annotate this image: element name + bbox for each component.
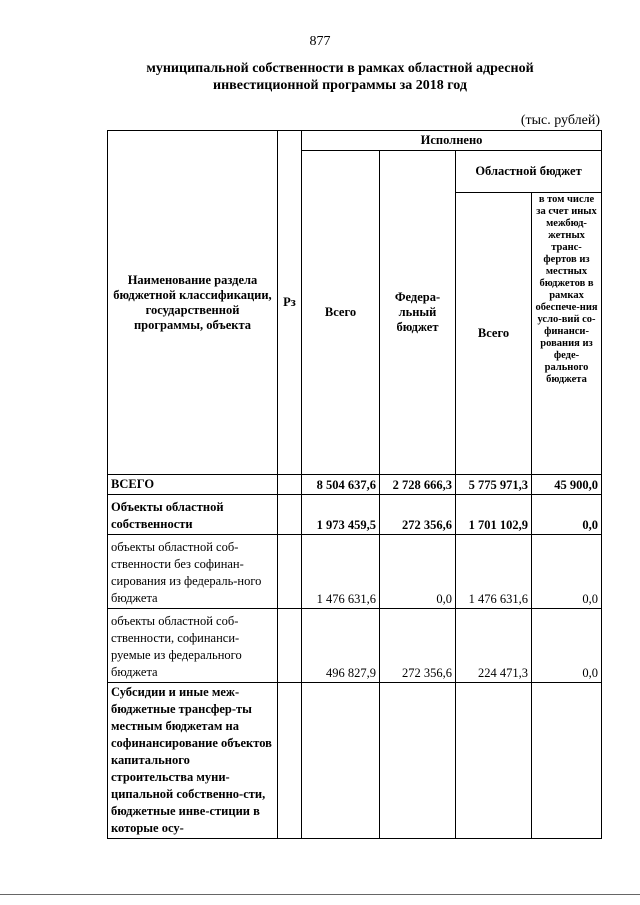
table-row (108, 535, 602, 609)
header-federal: Федера-льный бюджет (380, 151, 456, 475)
row-total: 8 504 637,6 (302, 475, 380, 495)
row-federal: 0,0 (380, 535, 456, 609)
header-total: Всего (302, 151, 380, 475)
row-regional (456, 683, 532, 839)
row-rz (278, 683, 302, 839)
row-total: 496 827,9 (302, 609, 380, 683)
table-row (108, 475, 602, 495)
row-label: объекты областной соб-ственности без софинан-сирования из федераль-ного бюджета (108, 535, 278, 609)
title-line-2: инвестиционной программы за 2018 год (213, 78, 467, 93)
row-regional: 1 701 102,9 (456, 495, 532, 535)
row-total: 1 973 459,5 (302, 495, 380, 535)
header-executed: Исполнено (302, 131, 602, 151)
table-row (108, 683, 602, 839)
row-federal (380, 683, 456, 839)
row-label: Субсидии и иные меж-бюджетные трансфер-ты местным бюджетам на софинансирование объектов капитального строительства муни-ципальной собственно-сти, бюджетные инве-стиции в которые осу- (108, 683, 278, 839)
row-rz (278, 475, 302, 495)
row-rz (278, 609, 302, 683)
header-rz: Рз (278, 131, 302, 475)
row-incl: 0,0 (532, 609, 602, 683)
row-total: 1 476 631,6 (302, 535, 380, 609)
row-total (302, 683, 380, 839)
row-incl (532, 683, 602, 839)
row-incl: 0,0 (532, 535, 602, 609)
row-incl: 0,0 (532, 495, 602, 535)
row-regional: 1 476 631,6 (456, 535, 532, 609)
header-regional: Областной бюджет (456, 151, 602, 193)
document-title (120, 60, 560, 94)
table-row (108, 609, 602, 683)
row-label: объекты областной соб-ственности, софинанси-руемые из федерального бюджета (108, 609, 278, 683)
row-rz (278, 495, 302, 535)
header-name: Наименование раздела бюджетной классификации, государственной программы, объекта (108, 131, 278, 475)
row-regional: 5 775 971,3 (456, 475, 532, 495)
header-regional-total: Всего (456, 193, 532, 475)
page-bottom-rule (0, 894, 640, 895)
budget-table (107, 130, 602, 839)
row-incl: 45 900,0 (532, 475, 602, 495)
row-label: ВСЕГО (108, 475, 278, 495)
page-number: 877 (309, 34, 331, 49)
row-federal: 2 728 666,3 (380, 475, 456, 495)
title-line-1: муниципальной собственности в рамках областной адресной (146, 61, 534, 76)
row-rz (278, 535, 302, 609)
row-label: Объекты областной собственности (108, 495, 278, 535)
row-federal: 272 356,6 (380, 609, 456, 683)
table-row (108, 495, 602, 535)
units-label: (тыс. рублей) (520, 113, 600, 128)
header-regional-incl: в том числе за счет иных межбюд-жетных транс-фертов из местных бюджетов в рамках обеспече-ния усло-вий со-финанси-рования из феде-рального бюджета (532, 193, 602, 475)
row-federal: 272 356,6 (380, 495, 456, 535)
row-regional: 224 471,3 (456, 609, 532, 683)
